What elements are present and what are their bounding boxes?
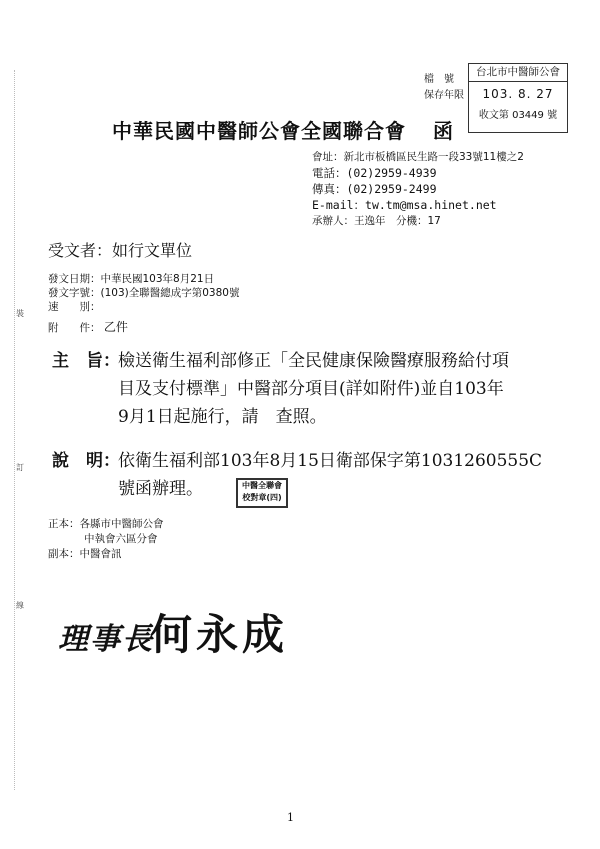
primary-recipient-2: 中執會六區分會 [84,533,158,545]
contact-handler: 承辦人：王逸年 分機：17 [312,215,441,227]
doc-type: 函 [433,119,454,143]
contact-block [312,149,524,229]
subject-label: 主 旨： [52,351,120,371]
contact-phone: 電話：(02)2959-4939 [312,166,437,180]
contact-email: E-mail：tw.tm@msa.hinet.net [312,198,497,212]
proofreading-stamp-line-2: 校對章(四) [242,493,282,502]
receiving-stamp [468,63,568,133]
copy-recipient-1: 中醫會訊 [79,548,122,560]
signature-title: 理事長 [58,622,154,657]
attachment-row [48,320,239,335]
binding-line [14,70,15,790]
copy-recipient-row [48,547,164,562]
signature-name: 何永成 [150,610,289,659]
recipient: 受文者：如行文單位 [48,241,193,260]
contact-fax: 傳真：(02)2959-2499 [312,182,437,196]
explanation-text [118,447,542,503]
org-title: 中華民國中醫師公會全國聯合會 [112,119,406,143]
binding-mark-xian: 線 [16,601,24,610]
page-number: 1 [287,811,294,824]
contact-address: 會址：新北市板橋區民生路一段33號11樓之2 [312,151,524,163]
meta-block [48,272,239,335]
explanation-line-2: 號函辦理。 [118,479,203,499]
subject-text [118,347,509,431]
distribution-block [48,517,164,562]
binding-mark-zhuang: 裝 [16,309,24,318]
receiving-stamp-date: 103. 8. 27 [482,87,554,101]
file-number-label: 檔 號 [424,74,454,85]
subject-line-2: 目及支付標準」中醫部分項目(詳如附件)並自103年 [118,379,504,399]
proofreading-stamp-line-1: 中醫全聯會 [242,481,282,490]
receiving-stamp-number: 收文第 03449 號 [478,110,558,121]
primary-recipient-1-row [48,517,164,532]
speed-label: 速 別： [48,301,101,313]
subject-line-1: 檢送衛生福利部修正「全民健康保險醫療服務給付項 [118,351,509,371]
explanation-line-1: 依衛生福利部103年8月15日衛部保字第1031260555C [118,451,543,471]
attachment-value: 乙件 [103,320,128,334]
issue-date: 發文日期：中華民國103年8月21日 [48,273,215,285]
subject-line-3: 9月1日起施行，請 查照。 [118,407,327,427]
explanation-label: 說 明： [52,451,120,471]
attachment-label: 附 件： [48,322,101,334]
proofreading-stamp [236,478,288,508]
binding-mark-ding: 訂 [16,463,24,472]
primary-label: 正本： [48,518,80,530]
retention-period-label: 保存年限 [424,90,464,101]
issue-number: 發文字號：(103)全聯醫總成字第0380號 [48,287,240,299]
receiving-stamp-org: 台北市中醫師公會 [469,64,567,82]
primary-recipient-1: 各縣市中醫師公會 [79,518,164,530]
copy-label: 副本： [48,548,80,560]
